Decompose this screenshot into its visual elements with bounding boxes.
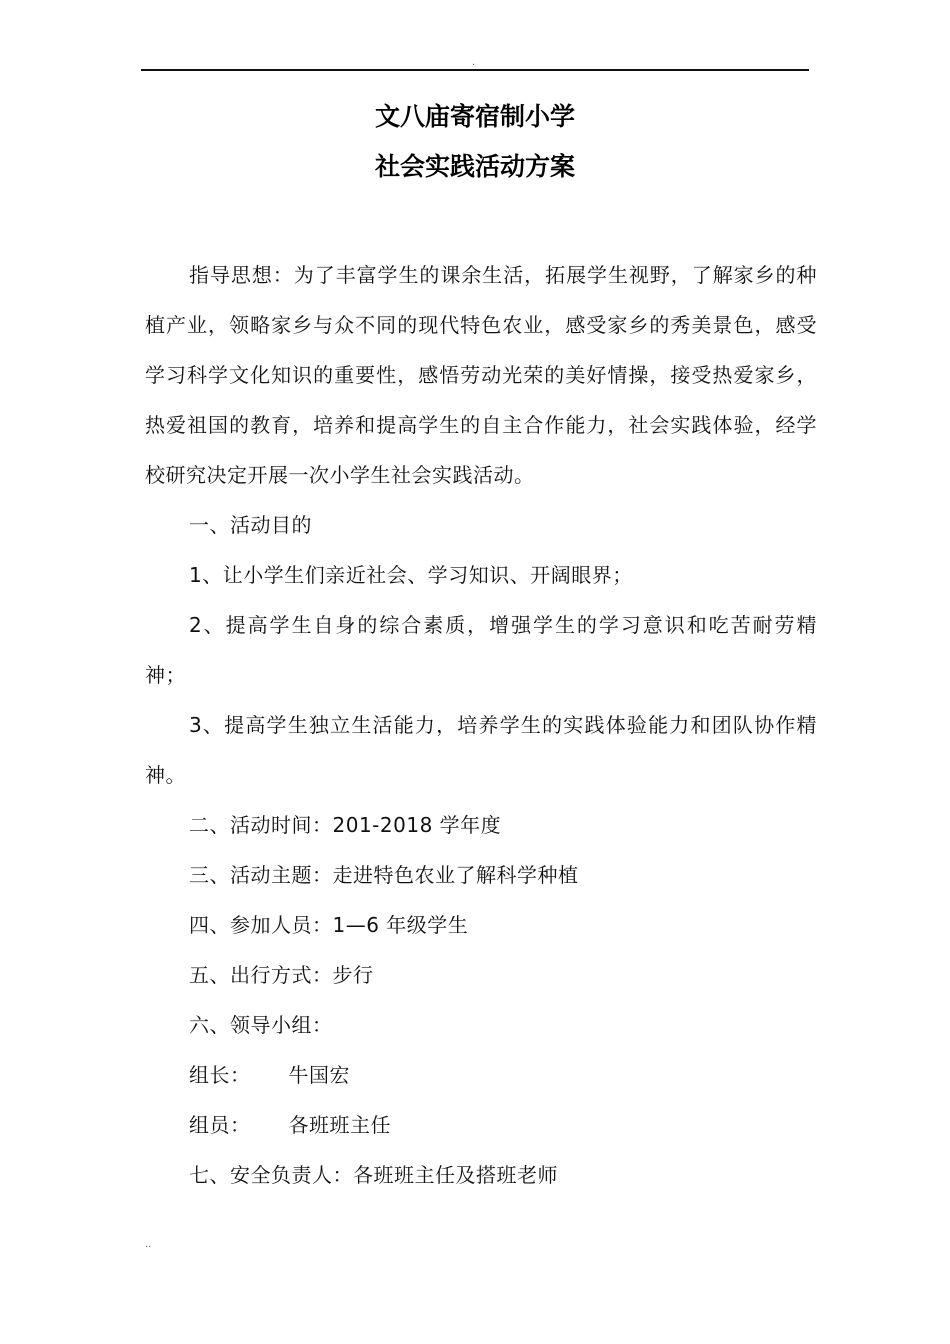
header-dot: .: [472, 57, 476, 68]
member-line: [145, 1100, 817, 1150]
purpose-item-3: 3、提高学生独立生活能力，培养学生的实践体验能力和团队协作精神。: [145, 713, 817, 787]
leadership-heading: 六、领导小组：: [189, 1013, 333, 1037]
leader-name: 牛国宏: [288, 1063, 350, 1087]
purpose-item-2: 2、提高学生自身的综合素质，增强学生的学习意识和吃苦耐劳精神；: [145, 613, 817, 687]
leader-line: [145, 1050, 817, 1100]
header-rule: [141, 69, 809, 71]
document-title: 文八庙寄宿制小学: [374, 102, 575, 131]
participants: 四、参加人员：1—6 年级学生: [189, 913, 469, 937]
activity-theme: 三、活动主题：走进特色农业了解科学种植: [189, 863, 579, 887]
guiding-thought-paragraph: 指导思想：为了丰富学生的课余生活，拓展学生视野，了解家乡的种植产业，领略家乡与众不同的现代特色农业，感受家乡的秀美景色，感受学习科学文化知识的重要性，感悟劳动光荣的美好情操，接受热爱家乡，热爱祖国的教育，培养和提高学生的自主合作能力，社会实践体验，经学校研究决定开展一次小学生社会实践活动。: [145, 263, 817, 487]
member-label: 组员：: [189, 1113, 251, 1137]
travel-method: 五、出行方式：步行: [189, 963, 374, 987]
document-body: [145, 250, 817, 1200]
purpose-item-1: 1、让小学生们亲近社会、学习知识、开阔眼界；: [189, 563, 633, 587]
safety-responsible: 七、安全负责人：各班班主任及搭班老师: [189, 1163, 558, 1187]
member-name: 各班班主任: [288, 1113, 391, 1137]
purpose-heading: 一、活动目的: [189, 513, 312, 537]
activity-time: 二、活动时间：201-2018 学年度: [189, 813, 502, 837]
leader-label: 组长：: [189, 1063, 251, 1087]
footer-dots: ..: [145, 1239, 152, 1250]
document-subtitle: 社会实践活动方案: [374, 152, 575, 181]
